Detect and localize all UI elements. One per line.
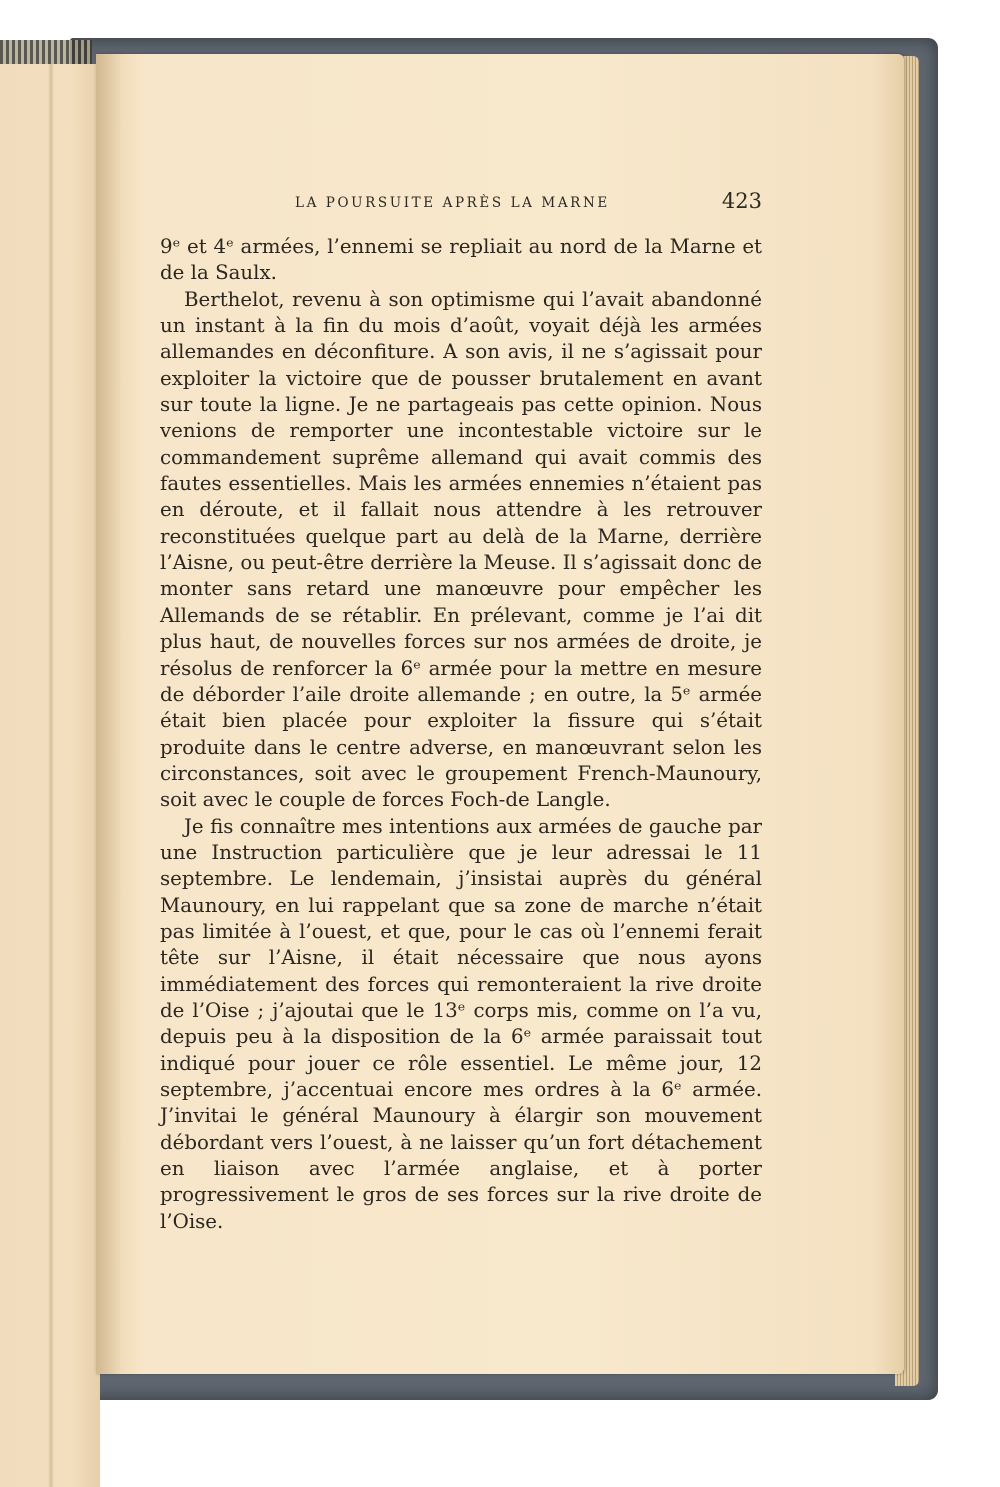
paragraph-2: Berthelot, revenu à son optimisme qui l’avait abandonné un instant à la fin du mois d’août, voyait déjà les armées allemandes en déconfiture. A son avis, il ne s’agissait pour exploiter la victoire que de pousser brutalement en avant sur toute la ligne. Je ne partageais pas cette opinion. Nous venions de remporter une incontestable victoire sur le commandement suprême allemand qui avait commis des fautes essentielles. Mais les armées ennemies n’étaient pas en déroute, et il fallait nous attendre à les retrouver reconstituées quelque part au delà de la Marne, derrière l’Aisne, ou peut-être derrière la Meuse. Il s’agissait donc de monter sans retard une manœuvre pour empêcher les Allemands de se rétablir. En prélevant, comme je l’ai dit plus haut, de nouvelles forces sur nos armées de droite, je résolus de renforcer la 6ᵉ armée pour la mettre en mesure de déborder l’aile droite allemande ; en outre, la 5ᵉ armée était bien placée pour exploiter la fissure qui s’était produite dans le centre adverse, en manœuvrant selon les circonstances, soit avec le groupement French-Maunoury, soit avec le couple de forces Foch-de Langle. [160,287,762,812]
body-text [160,234,762,1235]
paragraph-1: 9ᵉ et 4ᵉ armées, l’ennemi se repliait au nord de la Marne et de la Saulx. [160,235,762,285]
paragraph-3: Je fis connaître mes intentions aux armées de gauche par une Instruction particulière que je leur adressai le 11 septembre. Le lendemain, j’insistai auprès du général Maunoury, en lui rappelant que sa zone de marche n’était pas limitée à l’ouest, et que, pour le cas où l’ennemi ferait tête sur l’Aisne, il était nécessaire que nous ayons immédiatement des forces qui remonteraient la rive droite de l’Oise ; j’ajoutai que le 13ᵉ corps mis, comme on l’a vu, depuis peu à la disposition de la 6ᵉ armée paraissait tout indiqué pour jouer ce rôle essentiel. Le même jour, 12 septembre, j’accentuai encore mes ordres à la 6ᵉ armée. J’invitai le général Maunoury à élargir son mouvement débordant vers l’ouest, à ne laisser qu’un fort détachement en liaison avec l’armée anglaise, et à porter progressivement le gros de ses forces sur la rive droite de l’Oise. [160,814,762,1233]
gutter-shadow [96,54,122,1374]
page-number: 423 [721,189,762,213]
running-title: LA POURSUITE APRÈS LA MARNE [295,195,610,211]
page-header [160,189,762,217]
left-page-gutter [48,64,54,1487]
